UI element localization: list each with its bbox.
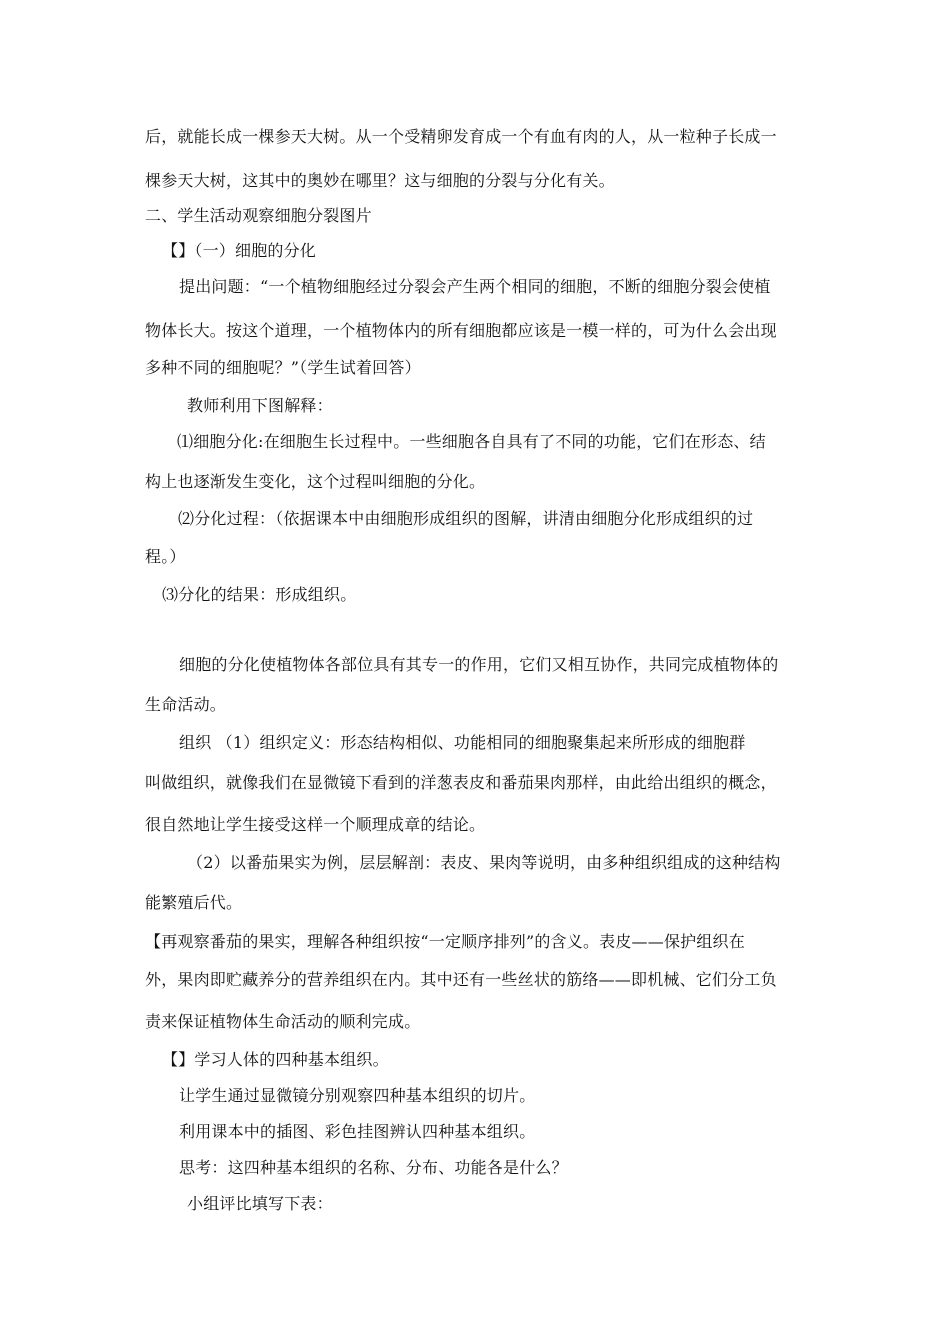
paragraph-line: 外，果肉即贮藏养分的营养组织在内。其中还有一些丝状的筋络——即机械、它们分工负 xyxy=(145,970,777,989)
list-item: ⑵分化过程：（依据课本中由细胞形成组织的图解，讲清由细胞分化形成组织的过 xyxy=(178,509,754,528)
paragraph-line: 思考：这四种基本组织的名称、分布、功能各是什么？ xyxy=(179,1158,568,1177)
paragraph-line: 教师利用下图解释： xyxy=(187,396,333,415)
paragraph-line: 能繁殖后代。 xyxy=(145,893,243,912)
list-item: （2）以番茄果实为例，层层解剖：表皮、果肉等说明，由多种组织组成的这种结构 xyxy=(187,853,781,872)
section-heading: 二、学生活动观察细胞分裂图片 xyxy=(145,206,372,225)
paragraph-line: 让学生通过显微镜分别观察四种基本组织的切片。 xyxy=(179,1086,536,1105)
paragraph-line: 小组评比填写下表： xyxy=(187,1194,333,1213)
paragraph-line: 生命活动。 xyxy=(145,695,227,714)
paragraph-line: 后，就能长成一棵参天大树。从一个受精卵发育成一个有血有肉的人，从一粒种子长成一 xyxy=(145,127,777,146)
paragraph-line: 利用课本中的插图、彩色挂图辨认四种基本组织。 xyxy=(179,1122,536,1141)
list-item: ⑶分化的结果：形成组织。 xyxy=(162,585,357,604)
paragraph-line: 叫做组织，就像我们在显微镜下看到的洋葱表皮和番茄果肉那样，由此给出组织的概念， xyxy=(145,773,777,792)
list-item: ⑴细胞分化:在细胞生长过程中。一些细胞各自具有了不同的功能，它们在形态、结 xyxy=(177,432,766,451)
subsection-heading: 【】（一）细胞的分化 xyxy=(162,241,317,260)
paragraph-line: 【再观察番茄的果实，理解各种组织按“一定顺序排列”的含义。表皮——保护组织在 xyxy=(145,932,745,951)
paragraph-line: 细胞的分化使植物体各部位具有其专一的作用，它们又相互协作，共同完成植物体的 xyxy=(179,655,779,674)
paragraph-line: 提出问题：“一个植物细胞经过分裂会产生两个相同的细胞，不断的细胞分裂会使植 xyxy=(179,277,771,296)
subsection-heading: 【】学习人体的四种基本组织。 xyxy=(162,1050,389,1069)
paragraph-line: 棵参天大树，这其中的奥妙在哪里？这与细胞的分裂与分化有关。 xyxy=(145,171,615,190)
paragraph-line: 很自然地让学生接受这样一个顺理成章的结论。 xyxy=(145,815,486,834)
paragraph-line: 物体长大。按这个道理，一个植物体内的所有细胞都应该是一模一样的，可为什么会出现 xyxy=(145,321,777,340)
paragraph-line: 程。） xyxy=(145,547,186,566)
paragraph-line: 责来保证植物体生命活动的顺利完成。 xyxy=(145,1012,421,1031)
paragraph-line: 组织 （1）组织定义：形态结构相似、功能相同的细胞聚集起来所形成的细胞群 xyxy=(179,733,746,752)
paragraph-line: 多种不同的细胞呢？”（学生试着回答） xyxy=(145,358,421,377)
paragraph-line: 构上也逐渐发生变化，这个过程叫细胞的分化。 xyxy=(145,472,486,491)
